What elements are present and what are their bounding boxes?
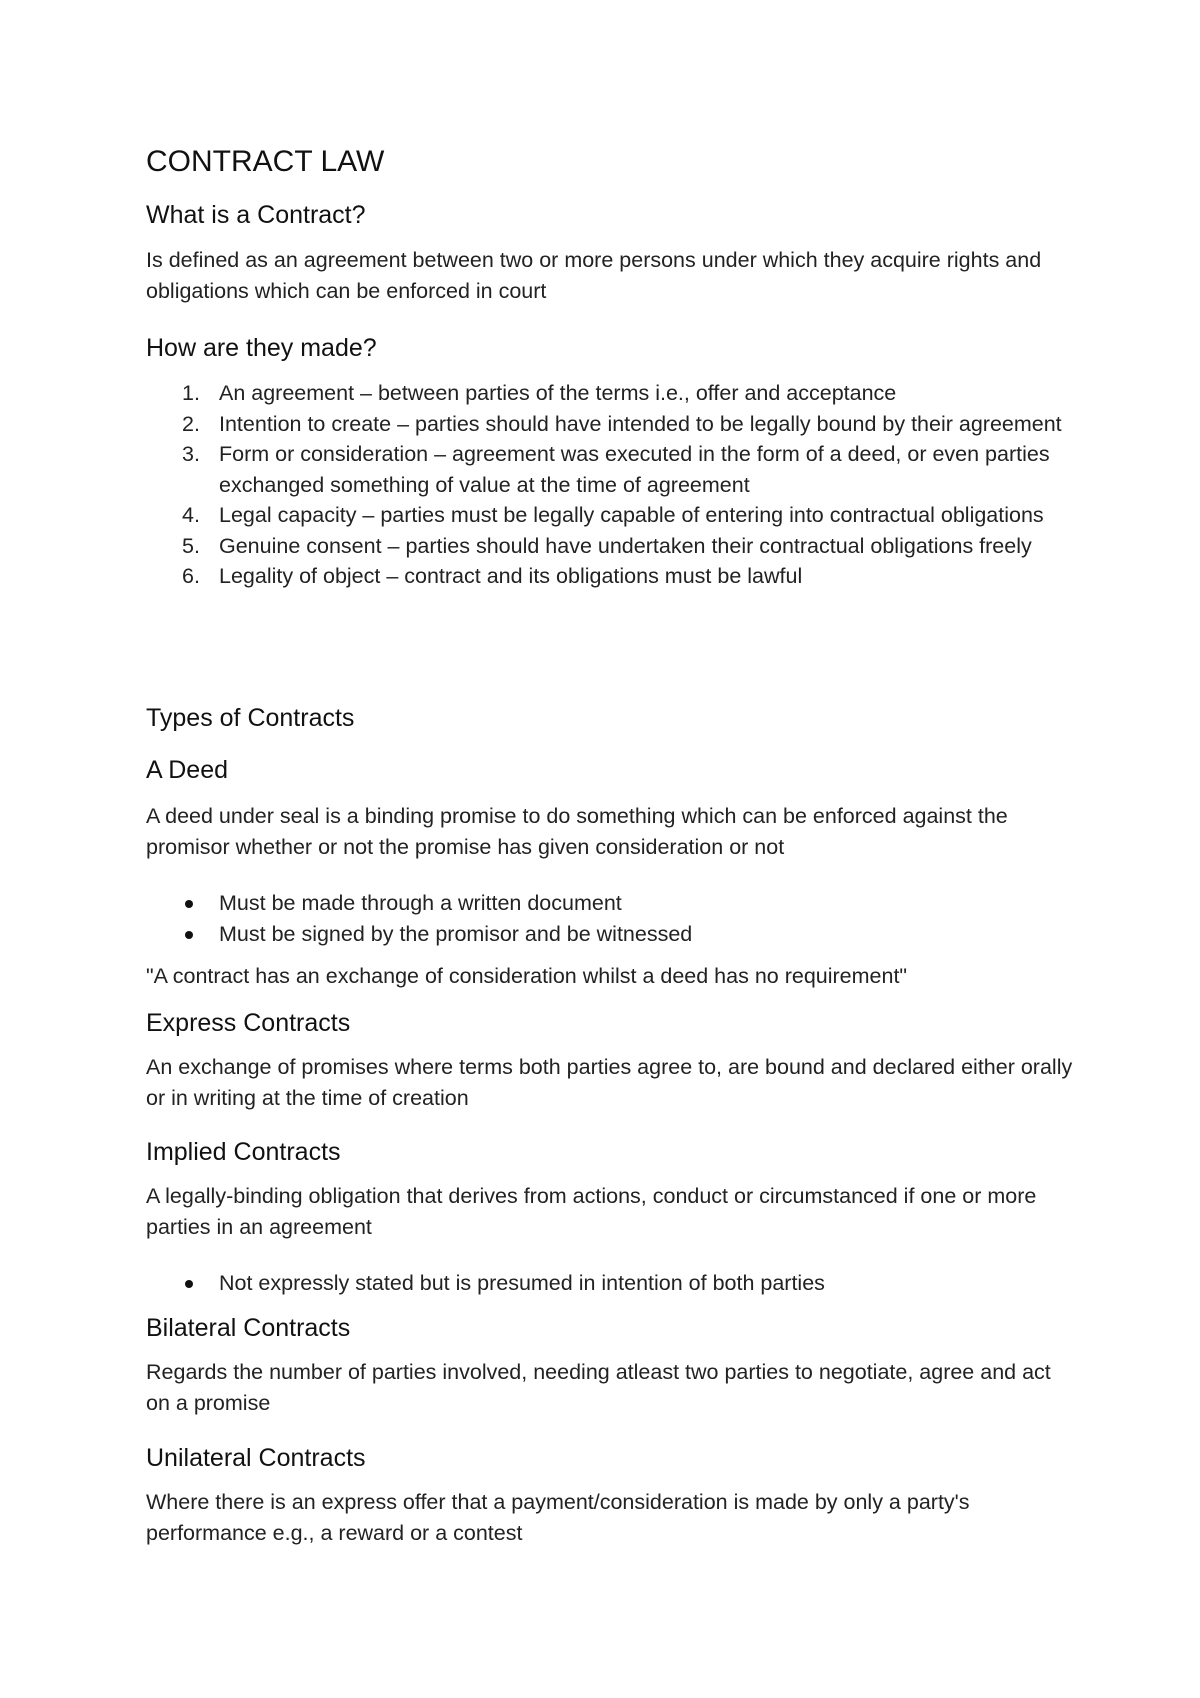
heading-express-contracts: Express Contracts bbox=[146, 1009, 351, 1037]
list-item bbox=[146, 919, 1076, 950]
paragraph-unilateral-definition: Where there is an express offer that a payment/consideration is made by only a party's performance e.g., a reward or a contest bbox=[146, 1490, 970, 1545]
bullet-icon bbox=[185, 900, 193, 908]
paragraph-implied-definition: A legally-binding obligation that derives from actions, conduct or circumstanced if one or more parties in an agreement bbox=[146, 1184, 1037, 1239]
list-item bbox=[146, 888, 1076, 919]
heading-a-deed: A Deed bbox=[146, 756, 229, 784]
heading-types-of-contracts: Types of Contracts bbox=[146, 704, 355, 732]
heading-unilateral-contracts: Unilateral Contracts bbox=[146, 1444, 366, 1472]
paragraph-express-definition: An exchange of promises where terms both parties agree to, are bound and declared either orally or in writing at the time of creation bbox=[146, 1055, 1073, 1110]
list-item bbox=[146, 409, 1076, 440]
list-item-text: Intention to create – parties should have intended to be legally bound by their agreement bbox=[219, 411, 1062, 436]
document-title: CONTRACT LAW bbox=[146, 145, 385, 178]
list-number: 2. bbox=[182, 411, 200, 436]
list-item-text: Form or consideration – agreement was executed in the form of a deed, or even parties exchanged something of value at the time of agreement bbox=[219, 442, 1050, 497]
list-item-text: An agreement – between parties of the terms i.e., offer and acceptance bbox=[219, 381, 897, 405]
list-number: 5. bbox=[182, 533, 200, 558]
heading-how-made: How are they made? bbox=[146, 334, 377, 362]
numbered-list-contract-elements bbox=[146, 378, 1076, 592]
bullet-icon bbox=[185, 931, 193, 939]
bullet-icon bbox=[185, 1280, 193, 1288]
list-number: 1. bbox=[182, 381, 200, 405]
list-item-text: Legality of object – contract and its obligations must be lawful bbox=[219, 564, 803, 588]
list-item bbox=[146, 531, 1076, 562]
bullet-list-deed bbox=[146, 888, 1076, 949]
list-item bbox=[146, 1268, 1076, 1299]
list-item bbox=[146, 378, 1076, 409]
list-item bbox=[146, 439, 1076, 500]
list-number: 6. bbox=[182, 564, 200, 588]
paragraph-contract-definition: Is defined as an agreement between two or more persons under which they acquire rights and obligations which can be enforced in court bbox=[146, 248, 1042, 303]
list-number: 4. bbox=[182, 503, 200, 527]
heading-what-is-contract: What is a Contract? bbox=[146, 201, 366, 229]
list-number: 3. bbox=[182, 442, 200, 466]
list-item-text: Not expressly stated but is presumed in intention of both parties bbox=[219, 1271, 825, 1295]
quote-contract-vs-deed: "A contract has an exchange of consideration whilst a deed has no requirement" bbox=[146, 964, 908, 988]
list-item-text: Genuine consent – parties should have undertaken their contractual obligations freely bbox=[219, 533, 1032, 558]
list-item bbox=[146, 561, 1076, 592]
list-item-text: Legal capacity – parties must be legally capable of entering into contractual obligations bbox=[219, 503, 1044, 527]
list-item-text: Must be made through a written document bbox=[219, 891, 622, 915]
paragraph-bilateral-definition: Regards the number of parties involved, needing atleast two parties to negotiate, agree and act on a promise bbox=[146, 1360, 1051, 1415]
heading-implied-contracts: Implied Contracts bbox=[146, 1138, 341, 1166]
list-item-text: Must be signed by the promisor and be witnessed bbox=[219, 921, 693, 946]
paragraph-deed-definition: A deed under seal is a binding promise to do something which can be enforced against the promisor whether or not the promise has given consideration or not bbox=[146, 804, 1008, 859]
list-item bbox=[146, 500, 1076, 531]
heading-bilateral-contracts: Bilateral Contracts bbox=[146, 1314, 351, 1342]
bullet-list-implied bbox=[146, 1268, 1076, 1299]
